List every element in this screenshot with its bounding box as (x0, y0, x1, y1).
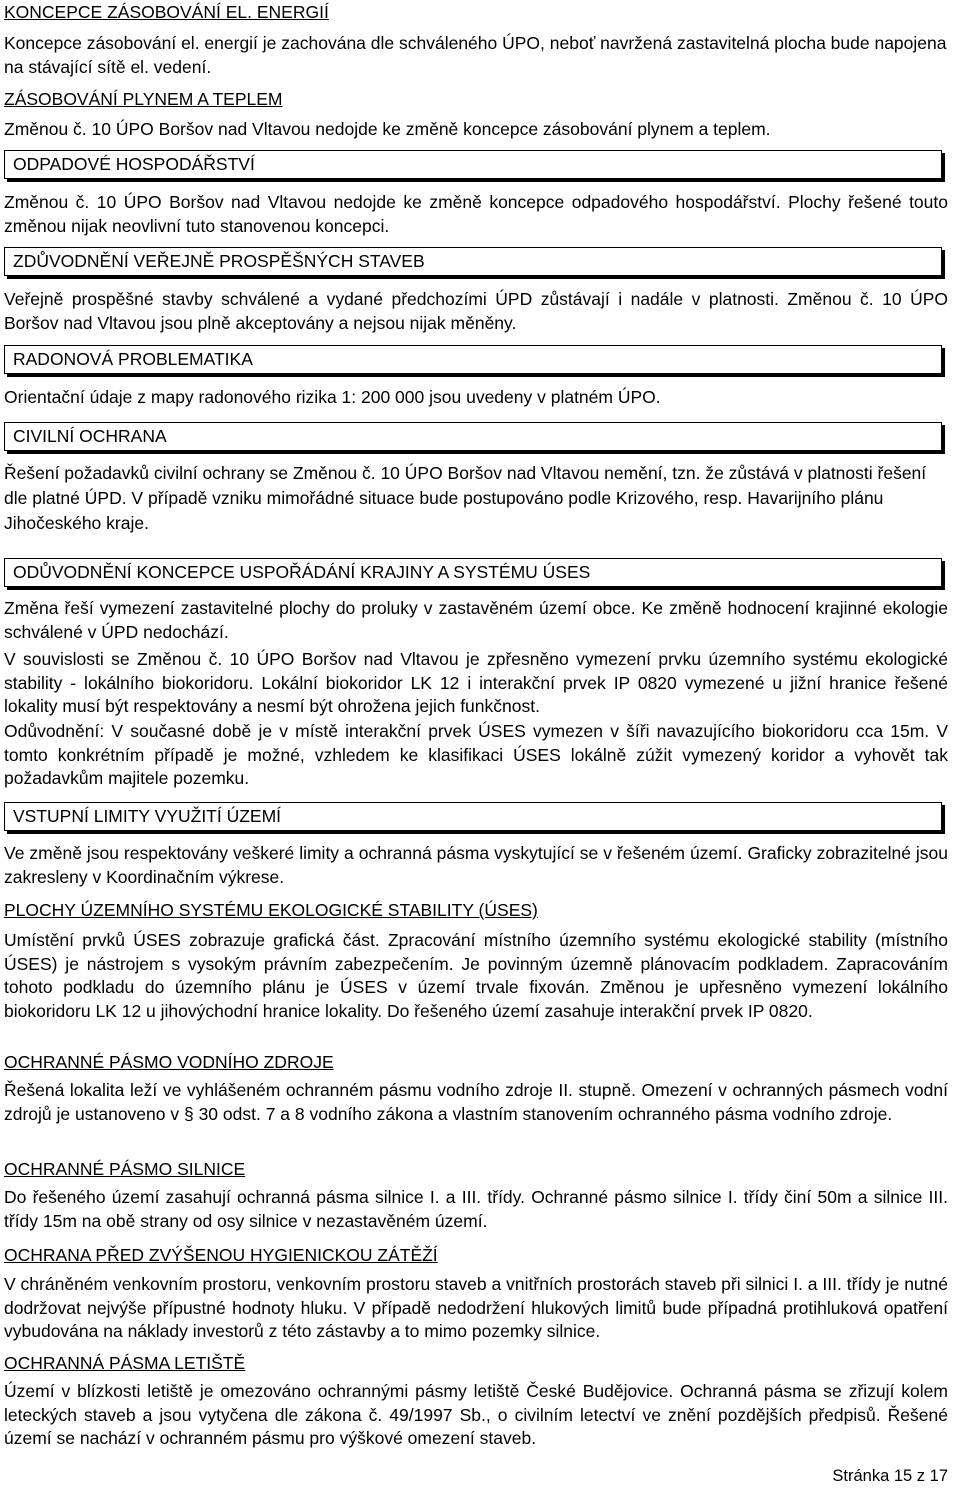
heading-waste: ODPADOVÉ HOSPODÁŘSTVÍ (4, 150, 942, 179)
heading-noise: OCHRANA PŘED ZVÝŠENOU HYGIENICKOU ZÁTĚŽÍ (4, 1245, 438, 1265)
heading-airport: OCHRANNÁ PÁSMA LETIŠTĚ (4, 1353, 246, 1373)
heading-landscape: ODŮVODNĚNÍ KONCEPCE USPOŘÁDÁNÍ KRAJINY A SYSTÉMU ÚSES (4, 558, 942, 587)
heading-energy: KONCEPCE ZÁSOBOVÁNÍ EL. ENERGIÍ (4, 2, 329, 22)
heading-gas: ZÁSOBOVÁNÍ PLYNEM A TEPLEM (4, 89, 283, 109)
text-landscape-1: Změna řeší vymezení zastavitelné plochy do proluky v zastavěném území obce. Ke změně hodnocení krajinné ekologie schválené v ÚPD nedochází. (4, 598, 948, 642)
text-water: Řešená lokalita leží ve vyhlášeném ochranném pásmu vodního zdroje II. stupně. Omezení v ochranných pásmech vodní zdrojů je ustanoveno v § 30 odst. 7 a 8 vodního zákona a vlastním stanovením ochranného pásma vodního zdroje. (4, 1080, 948, 1124)
heading-limits: VSTUPNÍ LIMITY VYUŽITÍ ÚZEMÍ (4, 802, 942, 831)
heading-civil: CIVILNÍ OCHRANA (4, 422, 942, 451)
page-number: Stránka 15 z 17 (832, 1467, 948, 1485)
text-uses: Umístění prvků ÚSES zobrazuje grafická část. Zpracování místního územního systému ekologické stability (místního ÚSES) je nástrojem s vysokým právním zabezpečením. Je povinným územně plánovacím podkladem. Zapracováním tohoto podkladu do územního plánu je ÚSES v území trvale fixován. Změnou je upřesněno vymezení lokálního biokoridoru LK 12 u jihovýchodní hranice lokality. Do řešeného území zasahuje interakční prvek IP 0820. (4, 930, 948, 1021)
heading-uses: PLOCHY ÚZEMNÍHO SYSTÉMU EKOLOGICKÉ STABILITY (ÚSES) (4, 900, 538, 920)
text-radon: Orientační údaje z mapy radonového rizika 1: 200 000 jsou uvedeny v platném ÚPO. (4, 387, 661, 407)
text-landscape-2: V souvislosti se Změnou č. 10 ÚPO Boršov nad Vltavou je zpřesněno vymezení prvku územního systému ekologické stability - lokálního biokoridoru. Lokální biokoridor LK 12 i interakční prvek IP 0820 vymezené u jižní hranice řešené lokality musí být respektovány a nesmí být ohrožena jejich funkčnost. (4, 649, 948, 716)
text-waste: Změnou č. 10 ÚPO Boršov nad Vltavou nedojde ke změně koncepce odpadového hospodářství. Plochy řešené touto změnou nijak neovlivní tuto stanovenou koncepci. (4, 192, 948, 236)
heading-radon: RADONOVÁ PROBLEMATIKA (4, 345, 942, 374)
text-noise: V chráněném venkovním prostoru, venkovním prostoru staveb a vnitřních prostorách staveb při silnici I. a III. třídy je nutné dodržovat nejvýše přípustné hodnoty hluku. V případě nedodržení hlukových limitů bude případná protihluková opatření vybudována na náklady investorů z této zástavby a to mimo pozemky silnice. (4, 1274, 948, 1341)
text-landscape-3: Odůvodnění: V současné době je v místě interakční prvek ÚSES vymezen v šíři navazujícího biokoridoru cca 15m. V tomto konkrétním případě je možné, vzhledem ke klasifikaci ÚSES lokálně zúžit vymezený koridor a vyhovět tak požadavkům majitele pozemku. (4, 721, 948, 788)
heading-public: ZDŮVODNĚNÍ VEŘEJNĚ PROSPĚŠNÝCH STAVEB (4, 247, 942, 276)
text-civil: Řešení požadavků civilní ochrany se Změnou č. 10 ÚPO Boršov nad Vltavou nemění, tzn. že zůstává v platnosti řešení dle platné ÚPD. V případě vzniku mimořádné situace bude postupováno podle Krizového, resp. Havarijního plánu Jihočeského kraje. (4, 463, 927, 533)
text-road: Do řešeného území zasahují ochranná pásma silnice I. a III. třídy. Ochranné pásmo silnice I. třídy činí 50m a silnice III. třídy 15m na obě strany od osy silnice v nezastavěném území. (4, 1187, 948, 1231)
text-limits: Ve změně jsou respektovány veškeré limity a ochranná pásma vyskytující se v řešeném území. Graficky zobrazitelné jsou zakresleny v Koordinačním výkrese. (4, 843, 948, 887)
text-energy: Koncepce zásobování el. energií je zachována dle schváleného ÚPO, neboť navržená zastavitelná plocha bude napojena na stávající sítě el. vedení. (4, 33, 947, 77)
text-gas: Změnou č. 10 ÚPO Boršov nad Vltavou nedojde ke změně koncepce zásobování plynem a teplem. (4, 119, 771, 139)
heading-road: OCHRANNÉ PÁSMO SILNICE (4, 1159, 246, 1179)
text-airport: Území v blízkosti letiště je omezováno ochrannými pásmy letiště České Budějovice. Ochranná pásma se zřizují kolem leteckých staveb a jsou vytyčena dle zákona č. 49/1997 Sb., o civilním letectví ve znění pozdějších předpisů. Řešené území se nachází v ochranném pásmu pro výškové omezení staveb. (4, 1381, 948, 1448)
heading-water: OCHRANNÉ PÁSMO VODNÍHO ZDROJE (4, 1052, 334, 1072)
text-public: Veřejně prospěšné stavby schválené a vydané předchozími ÚPD zůstávají i nadále v platnosti. Změnou č. 10 ÚPO Boršov nad Vltavou jsou plně akceptovány a nejsou nijak měněny. (4, 289, 948, 333)
